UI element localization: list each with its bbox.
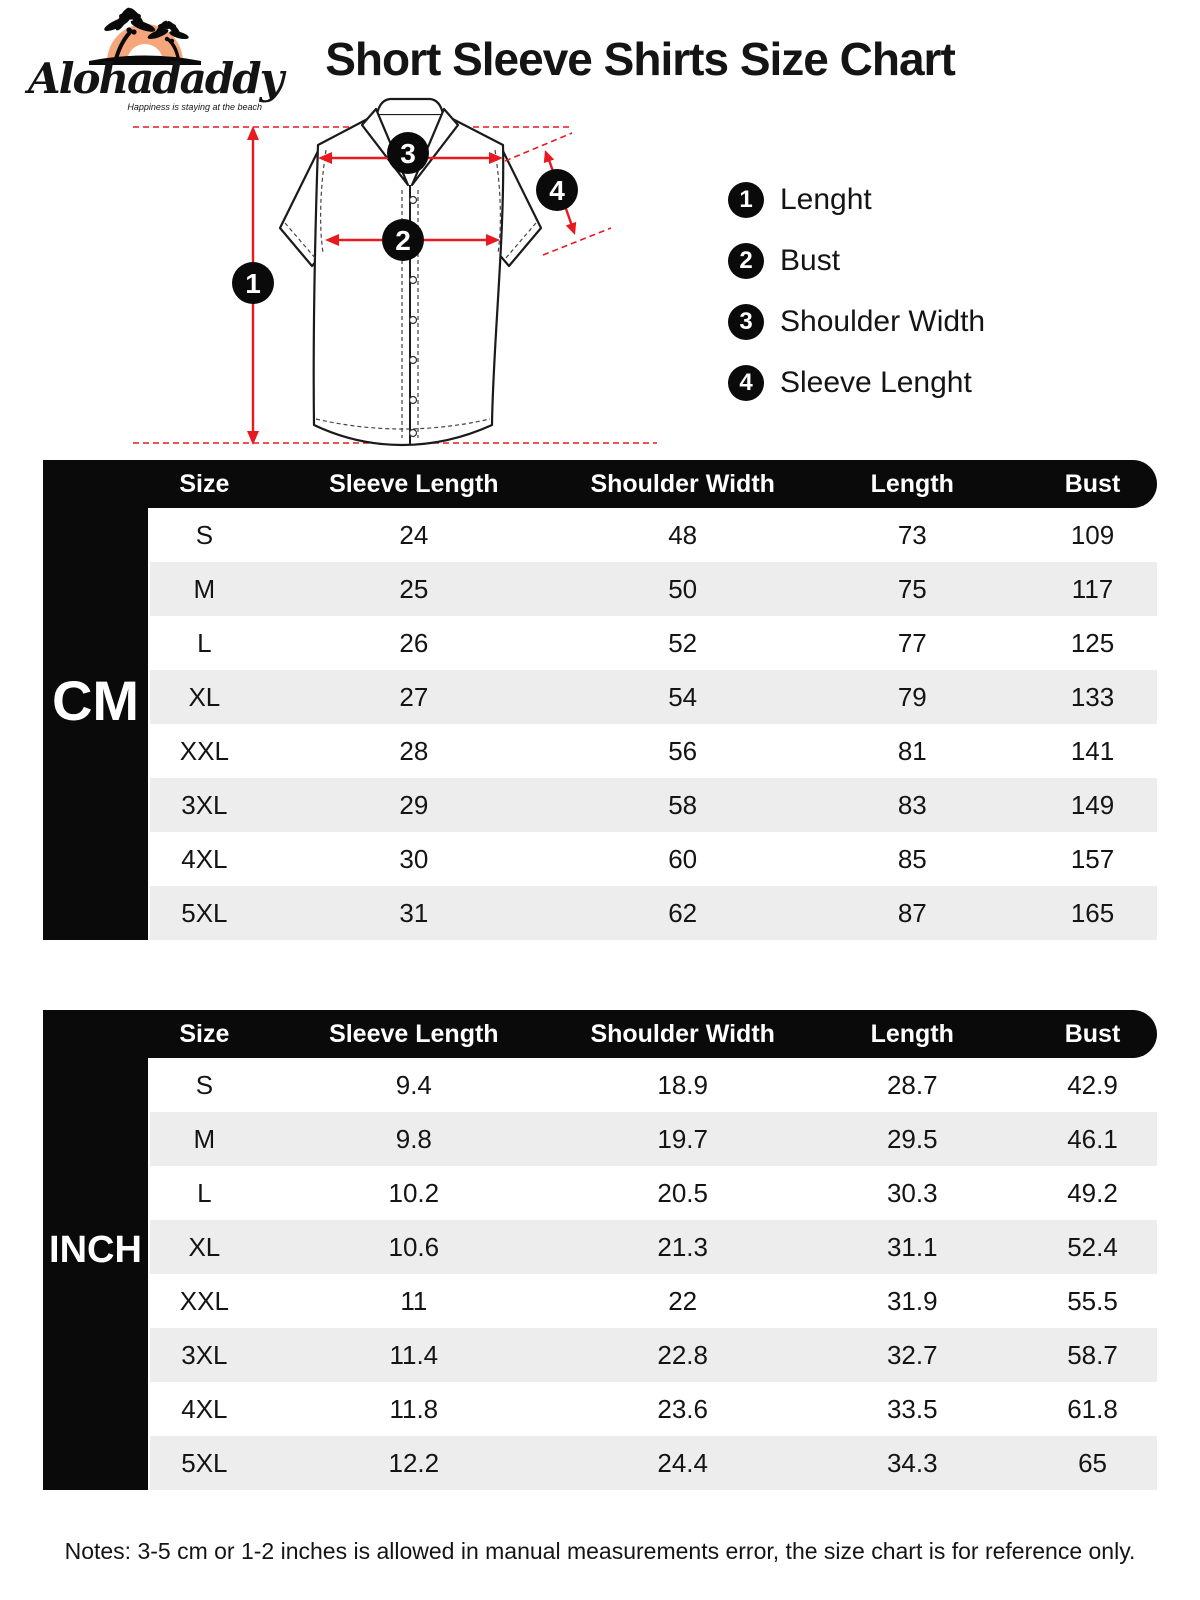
table-row	[150, 1274, 1157, 1328]
header-cell: Shoulder Width	[590, 469, 775, 498]
value-cell: 26	[399, 627, 429, 658]
value-cell: 85	[897, 843, 927, 874]
header-cell: Sleeve Length	[329, 1019, 499, 1048]
table-row	[150, 1436, 1157, 1490]
value-cell: 32.7	[886, 1339, 938, 1370]
table-row	[150, 1382, 1157, 1436]
size-cell: M	[193, 573, 216, 604]
value-cell: 109	[1070, 519, 1115, 550]
value-cell: 10.6	[388, 1231, 440, 1262]
value-cell: 56	[668, 735, 698, 766]
value-cell: 49.2	[1067, 1177, 1118, 1208]
header-cell: Shoulder Width	[590, 1019, 775, 1048]
legend-label-4: Sleeve Lenght	[780, 366, 972, 399]
value-cell: 73	[897, 519, 927, 550]
header-cell: Sleeve Length	[329, 469, 499, 498]
legend-badge-2: 2	[728, 243, 764, 279]
size-cell: S	[195, 1069, 214, 1100]
size-cell: XXL	[179, 1285, 229, 1316]
table-row	[150, 832, 1157, 886]
value-cell: 27	[399, 681, 429, 712]
badge-3: 3	[400, 138, 416, 169]
table-row	[150, 670, 1157, 724]
value-cell: 30.3	[886, 1177, 938, 1208]
header-cell: Size	[179, 469, 230, 498]
value-cell: 141	[1070, 735, 1115, 766]
value-cell: 117	[1071, 573, 1114, 604]
value-cell: 31	[399, 897, 429, 928]
brand-name: Alohadaddy	[28, 54, 283, 103]
legend-item-length	[728, 182, 985, 218]
value-cell: 87	[897, 897, 927, 928]
value-cell: 12.2	[388, 1447, 440, 1478]
header-cell: Size	[179, 1019, 230, 1048]
size-cell: XXL	[179, 735, 229, 766]
brand-tagline: Happiness is staying at the beach	[127, 102, 262, 112]
unit-label-inch: INCH	[43, 1010, 148, 1490]
value-cell: 23.6	[657, 1393, 708, 1424]
value-cell: 54	[668, 681, 698, 712]
notes-text: Notes: 3-5 cm or 1-2 inches is allowed in manual measurements error, the size chart is for reference only.	[64, 1538, 1136, 1564]
value-cell: 61.8	[1067, 1393, 1118, 1424]
header-cell: Bust	[1064, 469, 1121, 498]
size-cell: 3XL	[181, 1339, 228, 1370]
value-cell: 58	[668, 789, 698, 820]
value-cell: 58.7	[1067, 1339, 1118, 1370]
table-body-inch	[150, 1058, 1157, 1490]
value-cell: 52.4	[1067, 1231, 1118, 1262]
value-cell: 29.5	[886, 1123, 938, 1154]
value-cell: 83	[897, 789, 927, 820]
value-cell: 34.3	[886, 1447, 938, 1478]
value-cell: 79	[897, 681, 927, 712]
value-cell: 25	[399, 573, 429, 604]
legend-badge-3: 3	[728, 304, 764, 340]
header-cell: Length	[870, 1019, 954, 1048]
table-header-row-inch	[43, 1010, 1157, 1058]
size-cell: M	[193, 1123, 216, 1154]
badge-2: 2	[395, 225, 411, 256]
value-cell: 29	[399, 789, 429, 820]
value-cell: 31.1	[886, 1231, 938, 1262]
value-cell: 22.8	[657, 1339, 708, 1370]
legend-item-sleeve-length	[728, 365, 985, 401]
value-cell: 62	[668, 897, 698, 928]
value-cell: 165	[1070, 897, 1115, 928]
value-cell: 60	[668, 843, 698, 874]
legend-label-2: Bust	[780, 244, 841, 277]
value-cell: 75	[897, 573, 927, 604]
shirt-measurement-diagram	[130, 95, 680, 460]
table-row	[150, 1058, 1157, 1112]
value-cell: 22	[668, 1285, 698, 1316]
value-cell: 11.4	[389, 1339, 439, 1370]
legend-label-1: Lenght	[780, 183, 872, 216]
value-cell: 10.2	[388, 1177, 440, 1208]
value-cell: 46.1	[1067, 1123, 1118, 1154]
table-row	[150, 1328, 1157, 1382]
value-cell: 24.4	[657, 1447, 708, 1478]
value-cell: 28.7	[886, 1069, 938, 1100]
header-cell: Bust	[1064, 1019, 1121, 1048]
table-row	[150, 616, 1157, 670]
value-cell: 157	[1070, 843, 1115, 874]
value-cell: 48	[668, 519, 698, 550]
value-cell: 18.9	[657, 1069, 708, 1100]
legend-badge-1: 1	[728, 182, 764, 218]
size-table-cm	[43, 460, 1157, 940]
value-cell: 133	[1070, 681, 1115, 712]
value-cell: 55.5	[1067, 1285, 1118, 1316]
size-cell: 5XL	[181, 1447, 228, 1478]
measurement-legend	[728, 182, 985, 426]
value-cell: 125	[1070, 627, 1115, 658]
value-cell: 31.9	[886, 1285, 938, 1316]
value-cell: 11.8	[389, 1393, 439, 1424]
value-cell: 42.9	[1067, 1069, 1118, 1100]
badge-4: 4	[549, 175, 565, 206]
value-cell: 9.4	[395, 1069, 432, 1100]
header-cell: Length	[870, 469, 954, 498]
value-cell: 28	[399, 735, 429, 766]
table-row	[150, 508, 1157, 562]
value-cell: 9.8	[395, 1123, 432, 1154]
page-title: Short Sleeve Shirts Size Chart	[325, 33, 955, 85]
legend-badge-4: 4	[728, 365, 764, 401]
table-header-row-cm	[43, 460, 1157, 508]
value-cell: 149	[1070, 789, 1115, 820]
size-cell: 3XL	[181, 789, 228, 820]
value-cell: 77	[897, 627, 927, 658]
size-cell: S	[195, 519, 214, 550]
table-body-cm	[150, 508, 1157, 940]
table-row	[150, 1220, 1157, 1274]
size-cell: L	[197, 627, 212, 658]
table-row	[150, 778, 1157, 832]
size-cell: 4XL	[181, 1393, 228, 1424]
value-cell: 52	[668, 627, 698, 658]
value-cell: 65	[1078, 1447, 1107, 1478]
table-row	[150, 886, 1157, 940]
size-cell: 4XL	[181, 843, 228, 874]
table-row	[150, 562, 1157, 616]
unit-label-cm: CM	[43, 460, 148, 940]
legend-item-bust	[728, 243, 985, 279]
value-cell: 21.3	[657, 1231, 708, 1262]
value-cell: 24	[399, 519, 429, 550]
size-cell: XL	[188, 1231, 221, 1262]
size-cell: L	[197, 1177, 212, 1208]
legend-label-3: Shoulder Width	[780, 305, 986, 338]
badge-1: 1	[245, 268, 261, 299]
size-cell: XL	[188, 681, 221, 712]
legend-item-shoulder-width	[728, 304, 985, 340]
value-cell: 33.5	[886, 1393, 938, 1424]
table-row	[150, 1112, 1157, 1166]
value-cell: 81	[897, 735, 927, 766]
value-cell: 11	[400, 1285, 428, 1316]
size-cell: 5XL	[181, 897, 228, 928]
table-row	[150, 724, 1157, 778]
value-cell: 30	[399, 843, 429, 874]
value-cell: 50	[668, 573, 698, 604]
value-cell: 19.7	[657, 1123, 708, 1154]
value-cell: 20.5	[657, 1177, 708, 1208]
size-table-inch	[43, 1010, 1157, 1490]
table-row	[150, 1166, 1157, 1220]
